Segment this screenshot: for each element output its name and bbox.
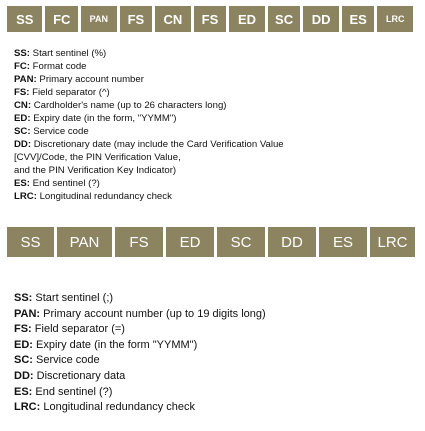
- legend-desc: [CVV]/Code, the PIN Verification Value,: [14, 152, 181, 163]
- legend-key: FS:: [14, 87, 30, 98]
- track1-field-bar: [7, 6, 413, 32]
- legend-key: CN:: [14, 100, 32, 111]
- legend-key: PAN:: [14, 307, 41, 320]
- legend-key: ED:: [14, 338, 33, 351]
- track2-legend-item: [14, 385, 266, 401]
- track1-legend-item: [14, 73, 284, 86]
- legend-key: ES:: [14, 178, 30, 189]
- track2-legend-item: [14, 307, 266, 323]
- track1-legend-item: [14, 99, 284, 112]
- legend-key: DD:: [14, 139, 32, 150]
- legend-key: FC:: [14, 61, 30, 72]
- legend-key: SS:: [14, 292, 33, 304]
- track1-legend-item: [14, 138, 284, 151]
- track2-field-pan: PAN: [57, 227, 112, 257]
- legend-desc: Start sentinel (;): [32, 292, 114, 304]
- track2-field-es: ES: [319, 227, 367, 257]
- track2-legend-item: [14, 369, 266, 385]
- track1-legend-item: [14, 125, 284, 138]
- legend-desc: Start sentinel (%): [30, 48, 107, 59]
- track2-field-sc: SC: [217, 227, 265, 257]
- track1-field-ss: SS: [7, 6, 42, 32]
- legend-desc: Longitudinal redundancy check: [40, 401, 196, 414]
- legend-desc: Expiry date (in the form, "YYMM"): [30, 113, 177, 124]
- legend-desc: Service code: [30, 126, 89, 137]
- track2-field-dd: DD: [268, 227, 316, 257]
- legend-desc: Primary account number: [36, 74, 144, 85]
- track2-legend-item: [14, 400, 266, 416]
- track2-legend-item: [14, 353, 266, 369]
- track1-field-lrc: LRC: [377, 6, 412, 32]
- track1-field-fs: FS: [120, 6, 153, 32]
- track1-field-fc: FC: [45, 6, 78, 32]
- legend-key: SC:: [14, 126, 31, 137]
- legend-key: ED:: [14, 113, 31, 124]
- track1-field-es: ES: [342, 6, 375, 32]
- track1-legend-item: [14, 190, 284, 203]
- legend-desc: Cardholder's name (up to 26 characters long): [31, 100, 227, 111]
- track1-legend-item: [14, 164, 284, 177]
- track1-field-dd: DD: [303, 6, 338, 32]
- track1-legend: [14, 47, 284, 203]
- track1-legend-item: [14, 60, 284, 73]
- legend-desc: Format code: [29, 61, 87, 72]
- track2-field-ss: SS: [7, 227, 54, 257]
- track2-field-bar: [7, 227, 415, 257]
- track1-legend-item: [14, 86, 284, 99]
- legend-key: SC:: [14, 354, 33, 367]
- legend-desc: Discretionary data: [33, 369, 126, 382]
- legend-desc: End sentinel (?): [32, 385, 113, 398]
- legend-key: LRC:: [14, 401, 41, 414]
- track1-field-fs: FS: [194, 6, 227, 32]
- legend-desc: Service code: [32, 354, 100, 367]
- legend-desc: Field separator (^): [29, 87, 110, 98]
- legend-desc: Primary account number (up to 19 digits long): [40, 307, 266, 320]
- track2-field-lrc: LRC: [370, 227, 415, 257]
- track1-field-cn: CN: [155, 6, 190, 32]
- track2-legend-item: [14, 338, 266, 354]
- track1-field-sc: SC: [268, 6, 301, 32]
- legend-desc: End sentinel (?): [30, 178, 100, 189]
- track2-legend-item: [14, 291, 266, 307]
- legend-desc: Expiry date (in the form "YYMM"): [32, 338, 198, 351]
- track1-legend-item: [14, 47, 284, 60]
- track1-legend-item: [14, 151, 284, 164]
- track2-legend: [14, 291, 266, 416]
- legend-key: ES:: [14, 385, 33, 398]
- legend-desc: Discretionary date (may include the Card Verification Value: [31, 139, 284, 150]
- legend-key: DD:: [14, 369, 34, 382]
- track1-legend-item: [14, 177, 284, 190]
- legend-key: PAN:: [14, 74, 37, 85]
- legend-key: LRC:: [14, 191, 37, 202]
- track1-field-ed: ED: [229, 6, 264, 32]
- track2-legend-item: [14, 322, 266, 338]
- track2-field-ed: ED: [166, 227, 214, 257]
- legend-desc: Longitudinal redundancy check: [36, 191, 172, 202]
- legend-desc: and the PIN Verification Key Indicator): [14, 165, 177, 176]
- track1-field-pan: PAN: [81, 6, 116, 32]
- legend-desc: Field separator (=): [31, 323, 125, 336]
- legend-key: SS:: [14, 48, 30, 59]
- legend-key: FS:: [14, 323, 32, 336]
- track1-legend-item: [14, 112, 284, 125]
- track2-field-fs: FS: [115, 227, 163, 257]
